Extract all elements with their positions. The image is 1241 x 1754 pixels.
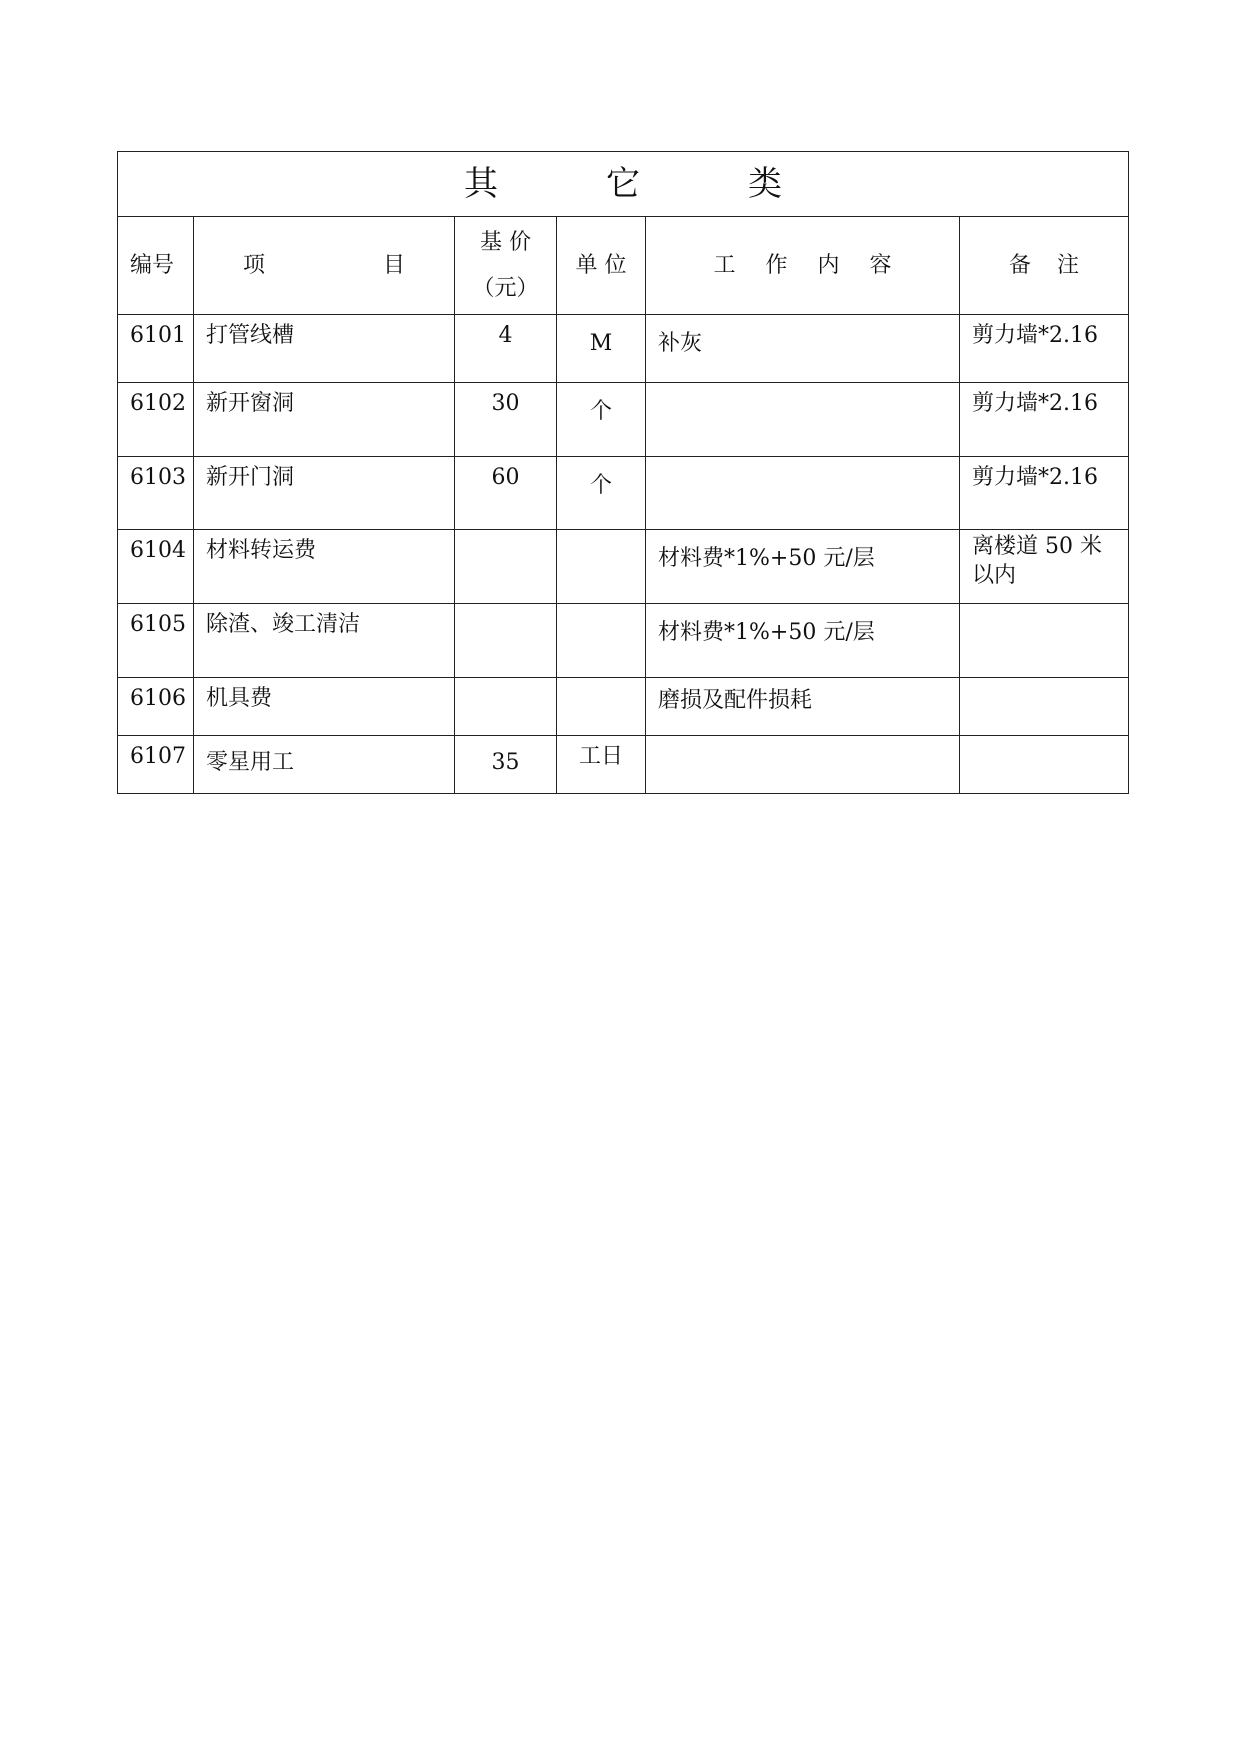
- row-item: 打管线槽: [194, 315, 455, 383]
- row-code: 6103: [118, 457, 194, 530]
- row-price: 35: [455, 736, 557, 794]
- table-row: [118, 530, 1129, 604]
- row-item: 新开门洞: [194, 457, 455, 530]
- row-unit: 工日: [557, 736, 646, 794]
- row-unit: [557, 678, 646, 736]
- table-row: [118, 457, 1129, 530]
- row-item: 机具费: [194, 678, 455, 736]
- row-unit: 个: [557, 457, 646, 530]
- row-price: 60: [455, 457, 557, 530]
- cost-table: [117, 151, 1129, 794]
- row-item: 零星用工: [194, 736, 455, 794]
- row-unit: [557, 530, 646, 604]
- row-remark: 剪力墙*2.16: [960, 383, 1129, 457]
- row-code: 6105: [118, 604, 194, 678]
- row-remark: 剪力墙*2.16: [960, 315, 1129, 383]
- row-content: 材料费*1%+50 元/层: [646, 604, 960, 678]
- row-content: 补灰: [646, 315, 960, 383]
- row-remark: 离楼道 50 米以内: [960, 530, 1129, 604]
- header-row: [118, 217, 1129, 315]
- header-unit: 单 位: [557, 217, 646, 315]
- row-content: [646, 736, 960, 794]
- row-content: [646, 457, 960, 530]
- header-remark: 备 注: [960, 217, 1129, 315]
- header-code: 编号: [118, 217, 194, 315]
- table-row: [118, 383, 1129, 457]
- row-price: 4: [455, 315, 557, 383]
- row-unit: 个: [557, 383, 646, 457]
- row-code: 6102: [118, 383, 194, 457]
- row-content: 材料费*1%+50 元/层: [646, 530, 960, 604]
- row-unit: [557, 604, 646, 678]
- header-content: 工 作 内 容: [646, 217, 960, 315]
- row-remark: [960, 678, 1129, 736]
- row-code: 6107: [118, 736, 194, 794]
- row-remark: [960, 736, 1129, 794]
- row-code: 6101: [118, 315, 194, 383]
- header-price: 基 价 （元）: [455, 217, 557, 315]
- row-remark: [960, 604, 1129, 678]
- row-content: 磨损及配件损耗: [646, 678, 960, 736]
- row-price: [455, 604, 557, 678]
- table-row: [118, 315, 1129, 383]
- row-item: 新开窗洞: [194, 383, 455, 457]
- table-row: [118, 736, 1129, 794]
- table-row: [118, 678, 1129, 736]
- row-price: [455, 678, 557, 736]
- row-code: 6104: [118, 530, 194, 604]
- table-title: 其 它 类: [118, 152, 1129, 217]
- table-row: [118, 604, 1129, 678]
- row-code: 6106: [118, 678, 194, 736]
- row-item: 除渣、竣工清洁: [194, 604, 455, 678]
- row-price: 30: [455, 383, 557, 457]
- row-unit: M: [557, 315, 646, 383]
- row-price: [455, 530, 557, 604]
- header-item: 项 目: [194, 217, 455, 315]
- row-remark: 剪力墙*2.16: [960, 457, 1129, 530]
- row-item: 材料转运费: [194, 530, 455, 604]
- row-content: [646, 383, 960, 457]
